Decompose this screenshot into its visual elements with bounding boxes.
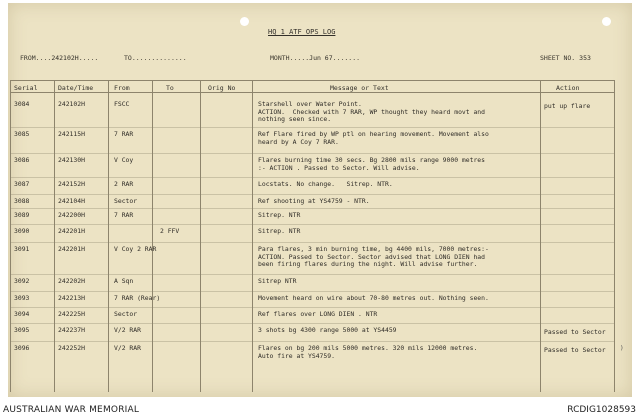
column-header: To <box>166 84 174 92</box>
row-rule <box>10 153 614 154</box>
cell-msg: Ref flares over LONG DIEN . NTR <box>258 310 378 318</box>
row-rule <box>10 323 614 324</box>
cell-serial: 3085 <box>14 130 30 138</box>
cell-dtg: 242102H <box>58 100 85 108</box>
cell-msg: Movement heard on wire about 70-80 metres out. Nothing seen. <box>258 294 489 302</box>
row-rule <box>10 127 614 128</box>
cell-serial: 3084 <box>14 100 30 108</box>
sheet-value: 353 <box>579 54 591 62</box>
cell-serial: 3090 <box>14 227 30 235</box>
month-value: Jun 67 <box>309 54 333 62</box>
cell-msg: Starshell over Water Point. ACTION. Checked with 7 RAR, WP thought they heard movt and nothing seen since. <box>258 100 486 124</box>
to-label: TO <box>124 54 132 62</box>
cell-serial: 3093 <box>14 294 30 302</box>
cell-dtg: 242115H <box>58 130 85 138</box>
cell-serial: 3094 <box>14 310 30 318</box>
cell-msg: Flares burning time 30 secs. Bg 2800 mils range 9000 metres :- ACTION . Passed to Sector. Will advise. <box>258 156 486 172</box>
to-value: .............. <box>131 54 187 62</box>
cell-from: A Sqn <box>114 277 134 285</box>
punch-hole <box>240 17 249 26</box>
cell-from: 7 RAR (Rear) <box>114 294 161 302</box>
from-label: FROM <box>20 54 36 62</box>
cell-serial: 3088 <box>14 197 30 205</box>
cell-msg: Sitrep. NTR <box>258 227 301 235</box>
cell-dtg: 242213H <box>58 294 85 302</box>
cell-serial: 3091 <box>14 245 30 253</box>
row-rule <box>10 307 614 308</box>
cell-dtg: 242225H <box>58 310 85 318</box>
cell-action: Passed to Sector <box>544 346 606 354</box>
cell-msg: Ref shooting at YS4759 - NTR. <box>258 197 370 205</box>
month-field: MONTH.....Jun 67....... <box>270 54 361 62</box>
column-header: Serial <box>14 84 38 92</box>
cell-dtg: 242202H <box>58 277 85 285</box>
cell-to: 2 FFV <box>160 227 180 235</box>
from-value: 242102H <box>51 54 79 62</box>
cell-serial: 3089 <box>14 211 30 219</box>
cell-from: Sector <box>114 197 138 205</box>
cell-from: V Coy <box>114 156 134 164</box>
cell-from: V/2 RAR <box>114 326 141 334</box>
cell-msg: Locstats. No change. Sitrep. NTR. <box>258 180 393 188</box>
column-header: Date/Time <box>58 84 94 92</box>
punch-hole <box>602 17 611 26</box>
row-rule <box>10 291 614 292</box>
row-rule <box>10 208 614 209</box>
cell-from: Sector <box>114 310 138 318</box>
cell-msg: Para flares, 3 min burning time, bg 4400 mils, 7000 metres:- ACTION. Passed to Sector. Sector advised that LONG DIEN had been firing flares during the night. Will advise further. <box>258 245 489 269</box>
cell-dtg: 242237H <box>58 326 85 334</box>
table-top-rule <box>10 80 614 81</box>
cell-from: V Coy 2 RAR <box>114 245 157 253</box>
row-rule <box>10 341 614 342</box>
cell-from: V/2 RAR <box>114 344 141 352</box>
cell-serial: 3087 <box>14 180 30 188</box>
cell-from: 2 RAR <box>114 180 134 188</box>
cell-dtg: 242200H <box>58 211 85 219</box>
row-rule <box>10 224 614 225</box>
cell-msg: 3 shots bg 4300 range 5000 at YS4459 <box>258 326 397 334</box>
row-rule <box>10 194 614 195</box>
cell-msg: Sitrep. NTR <box>258 211 301 219</box>
document-title: HQ 1 ATF OPS LOG <box>268 28 336 36</box>
footer-bar <box>0 400 640 419</box>
cell-msg: Ref Flare fired by WP ptl on hearing movement. Movement also heard by A Coy 7 RAR. <box>258 130 489 146</box>
column-header: Action <box>556 84 580 92</box>
cell-serial: 3092 <box>14 277 30 285</box>
cell-dtg: 242104H <box>58 197 85 205</box>
row-rule <box>10 242 614 243</box>
cell-msg: Sitrep NTR <box>258 277 297 285</box>
table-header-rule <box>10 92 614 93</box>
sheet-label: SHEET NO. <box>540 54 576 62</box>
from-field: FROM....242102H..... <box>20 54 99 62</box>
column-header: Orig No <box>208 84 236 92</box>
cell-serial: 3095 <box>14 326 30 334</box>
row-rule <box>10 274 614 275</box>
column-header: From <box>114 84 130 92</box>
cell-action: Passed to Sector <box>544 328 606 336</box>
cell-dtg: 242130H <box>58 156 85 164</box>
cell-from: 7 RAR <box>114 211 134 219</box>
cell-serial: 3086 <box>14 156 30 164</box>
column-divider <box>614 80 615 392</box>
cell-dtg: 242201H <box>58 227 85 235</box>
footer-record-id: RCDIG1028593 <box>567 405 636 415</box>
cell-from: 7 RAR <box>114 130 134 138</box>
cell-dtg: 242152H <box>58 180 85 188</box>
footer-institution: AUSTRALIAN WAR MEMORIAL <box>3 405 140 415</box>
cell-from: FSCC <box>114 100 130 108</box>
sheet-field <box>540 54 591 62</box>
to-field <box>124 54 187 62</box>
column-header: Message or Text <box>330 84 389 92</box>
row-rule <box>10 177 614 178</box>
cell-action: put up flare <box>544 102 591 110</box>
cell-msg: Flares on bg 200 mils 5000 metres. 320 mils 12000 metres. Auto fire at YS4759. <box>258 344 478 360</box>
month-label: MONTH <box>270 54 290 62</box>
cell-dtg: 242252H <box>58 344 85 352</box>
cell-dtg: 242201H <box>58 245 85 253</box>
cell-serial: 3096 <box>14 344 30 352</box>
